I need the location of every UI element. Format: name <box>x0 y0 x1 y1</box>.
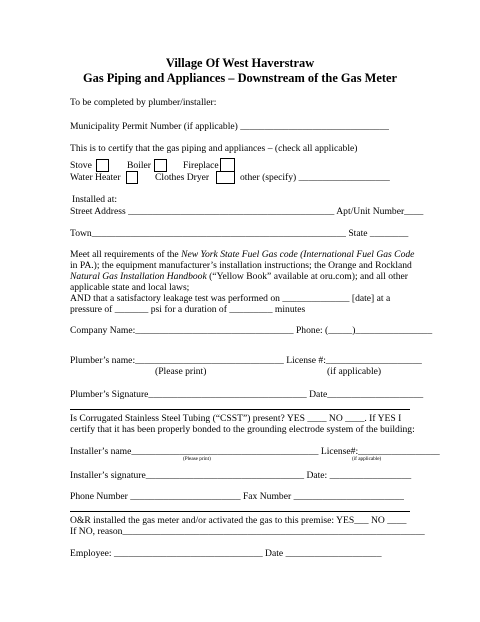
boiler-label: Boiler <box>127 160 151 171</box>
fireplace-label: Fireplace <box>183 160 219 171</box>
fireplace-checkbox[interactable] <box>220 158 235 172</box>
if-applicable-note: (if applicable) <box>327 366 382 377</box>
csst-question-line-2: certify that it has been properly bonded to the grounding electrode system of the building: <box>70 424 415 435</box>
requirements-line-2: in PA.); the equipment manufacturer’s installation instructions; the Orange and Rockland <box>70 260 412 271</box>
csst-question-line-1[interactable]: Is Corrugated Stainless Steel Tubing (“CSST”) present? YES ____ NO ____. If YES I <box>70 413 402 424</box>
stove-checkbox[interactable] <box>96 159 109 172</box>
water-heater-checkbox[interactable] <box>126 171 138 184</box>
installation-handbook-text: Natural Gas Installation Handbook <box>70 271 207 282</box>
boiler-checkbox[interactable] <box>154 159 167 172</box>
installer-name-field[interactable]: Installer’s name_______________________________________ License#:_________________ <box>70 446 440 457</box>
other-specify-field[interactable]: other (specify) ___________________ <box>240 172 390 183</box>
phone-fax-field[interactable]: Phone Number _______________________ Fax Number _______________________ <box>70 491 404 502</box>
requirements-line-4: applicable state and local laws; <box>70 282 190 293</box>
stove-label: Stove <box>70 160 92 171</box>
to-be-completed-text: To be completed by plumber/installer: <box>70 97 217 108</box>
oandr-installed-question[interactable]: O&R installed the gas meter and/or activated the gas to this premise: YES___ NO ____ <box>70 515 407 526</box>
page-title-line-2: Gas Piping and Appliances – Downstream of the Gas Meter <box>82 71 397 85</box>
please-print-small-note: (Please print) <box>183 456 211 462</box>
certify-text: This is to certify that the gas piping and appliances – (check all applicable) <box>70 143 358 154</box>
requirements-line-1: Meet all requirements of the New York State Fuel Gas code (International Fuel Gas Code <box>70 249 415 260</box>
clothes-dryer-label: Clothes Dryer <box>155 172 210 183</box>
water-heater-label: Water Heater <box>70 172 121 183</box>
if-no-reason-field[interactable]: If NO, reason_______________________________________________________________ <box>70 526 425 537</box>
leakage-test-line-1[interactable]: AND that a satisfactory leakage test was performed on ______________ [date] at a <box>70 293 391 304</box>
company-phone-field[interactable]: Company Name:_________________________________ Phone: (_____)________________ <box>70 325 433 336</box>
if-applicable-small-note: (if applicable) <box>352 456 382 462</box>
installed-at-label: Installed at: <box>72 194 118 205</box>
plumber-signature-field[interactable]: Plumber’s Signature_________________________________ Date____________________ <box>70 389 424 400</box>
street-address-field[interactable]: Street Address ___________________________________________ Apt/Unit Number____ <box>70 206 424 217</box>
municipality-permit-field[interactable]: Municipality Permit Number (if applicable) _______________________________ <box>70 121 389 132</box>
fuel-gas-code-text: New York State Fuel Gas code (International Fuel Gas Code <box>181 249 415 260</box>
section-divider <box>70 409 410 410</box>
town-state-field[interactable]: Town_____________________________________________________ State ________ <box>70 228 409 239</box>
clothes-dryer-checkbox[interactable] <box>216 171 235 184</box>
section-divider <box>70 511 410 512</box>
leakage-test-line-2[interactable]: pressure of _______ psi for a duration of _________ minutes <box>70 304 306 315</box>
please-print-note: (Please print) <box>155 366 207 377</box>
requirements-line-3: Natural Gas Installation Handbook (“Yellow Book” available at oru.com); and all other <box>70 271 408 282</box>
employee-date-field[interactable]: Employee: _______________________________ Date ____________________ <box>70 548 382 559</box>
installer-signature-field[interactable]: Installer’s signature_________________________________ Date: _________________ <box>70 470 412 481</box>
plumber-name-field[interactable]: Plumber’s name:_______________________________ License #:____________________ <box>70 355 422 366</box>
page-title-line-1: Village Of West Haverstraw <box>165 56 315 70</box>
